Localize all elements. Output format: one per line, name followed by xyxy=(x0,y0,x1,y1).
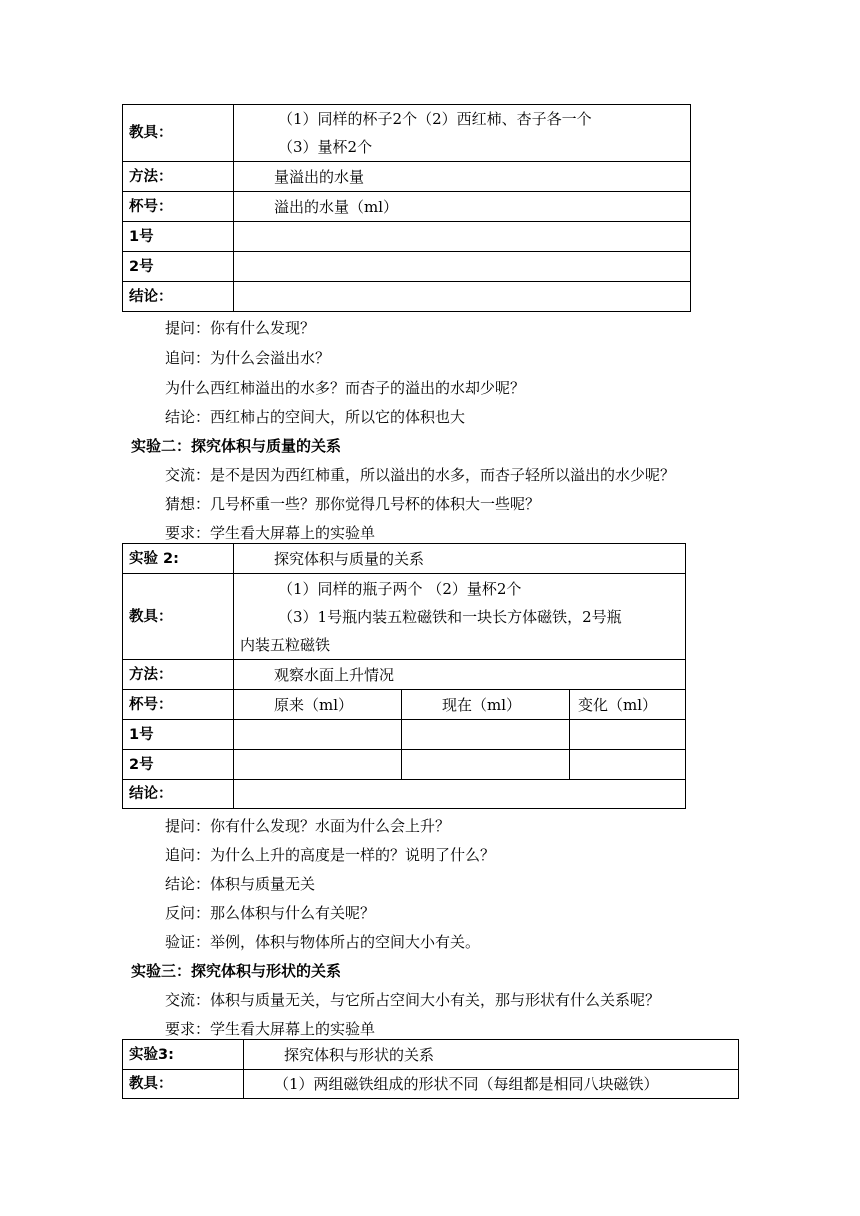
conclusion-label: 结论： xyxy=(123,282,234,312)
tools-line-1: （1）同样的杯子2个（2）西红柿、杏子各一个 xyxy=(278,110,592,128)
paragraph: 提问：你有什么发现？水面为什么会上升？ xyxy=(165,817,451,835)
section-heading: 实验二：探究体积与质量的关系 xyxy=(131,437,342,455)
tools-value: （1）两组磁铁组成的形状不同（每组都是相同八块磁铁） xyxy=(244,1070,739,1099)
experiment3-table xyxy=(122,1039,739,1099)
paragraph: 结论：西红柿占的空间大，所以它的体积也大 xyxy=(165,408,466,426)
overflow-header: 溢出的水量（ml） xyxy=(234,192,691,222)
tools-label: 教具： xyxy=(123,1070,244,1099)
cup-2-value xyxy=(234,252,691,282)
conclusion-value xyxy=(234,282,691,312)
cup-2-label: 2号 xyxy=(123,750,234,780)
method-label: 方法： xyxy=(123,162,234,192)
method-value: 量溢出的水量 xyxy=(234,162,691,192)
tools-line-2: （3）1号瓶内装五粒磁铁和一块长方体磁铁，2号瓶 xyxy=(278,607,622,626)
cup-2-label: 2号 xyxy=(123,252,234,282)
paragraph: 结论：体积与质量无关 xyxy=(165,875,316,893)
cup-number-label: 杯号： xyxy=(123,192,234,222)
table-cell xyxy=(402,750,570,780)
tools-line-3: 内装五粒磁铁 xyxy=(240,635,331,654)
tools-value xyxy=(234,105,691,162)
experiment1-table xyxy=(122,104,691,312)
cup-1-label: 1号 xyxy=(123,720,234,750)
table-cell xyxy=(570,750,686,780)
paragraph: 提问：你有什么发现？ xyxy=(165,319,316,337)
paragraph: 交流：是不是因为西红柿重，所以溢出的水多，而杏子轻所以溢出的水少呢？ xyxy=(165,466,676,484)
experiment-title: 探究体积与质量的关系 xyxy=(234,544,686,574)
paragraph: 追问：为什么上升的高度是一样的？说明了什么？ xyxy=(165,846,496,864)
method-label: 方法： xyxy=(123,660,234,690)
cup-1-label: 1号 xyxy=(123,222,234,252)
cup-1-value xyxy=(234,222,691,252)
paragraph: 要求：学生看大屏幕上的实验单 xyxy=(165,524,376,542)
conclusion-value xyxy=(234,780,686,809)
table-cell xyxy=(234,750,402,780)
paragraph: 猜想：几号杯重一些？那你觉得几号杯的体积大一些呢？ xyxy=(165,495,541,513)
table-cell xyxy=(234,720,402,750)
column-now: 现在（ml） xyxy=(402,690,570,720)
column-original: 原来（ml） xyxy=(234,690,402,720)
tools-line-1: （1）同样的瓶子两个 （2）量杯2个 xyxy=(278,579,522,598)
experiment2-table xyxy=(122,543,686,809)
conclusion-label: 结论： xyxy=(123,780,234,809)
table-cell xyxy=(402,720,570,750)
tools-label: 教具： xyxy=(123,105,234,162)
paragraph: 要求：学生看大屏幕上的实验单 xyxy=(165,1020,376,1038)
tools-value xyxy=(234,574,686,660)
cup-number-label: 杯号： xyxy=(123,690,234,720)
section-heading: 实验三：探究体积与形状的关系 xyxy=(131,962,342,980)
experiment-label: 实验3: xyxy=(123,1040,244,1070)
paragraph: 反问：那么体积与什么有关呢？ xyxy=(165,904,376,922)
paragraph: 追问：为什么会溢出水？ xyxy=(165,349,331,367)
experiment-label: 实验 2: xyxy=(123,544,234,574)
paragraph: 为什么西红柿溢出的水多？而杏子的溢出的水却少呢？ xyxy=(165,379,526,397)
experiment-title: 探究体积与形状的关系 xyxy=(244,1040,739,1070)
table-cell xyxy=(570,720,686,750)
column-change: 变化（ml） xyxy=(570,690,686,720)
paragraph: 验证：举例，体积与物体所占的空间大小有关。 xyxy=(165,933,481,951)
tools-line-2: （3）量杯2个 xyxy=(278,138,373,156)
method-value: 观察水面上升情况 xyxy=(234,660,686,690)
tools-label: 教具： xyxy=(123,574,234,660)
paragraph: 交流：体积与质量无关，与它所占空间大小有关，那与形状有什么关系呢？ xyxy=(165,991,661,1009)
